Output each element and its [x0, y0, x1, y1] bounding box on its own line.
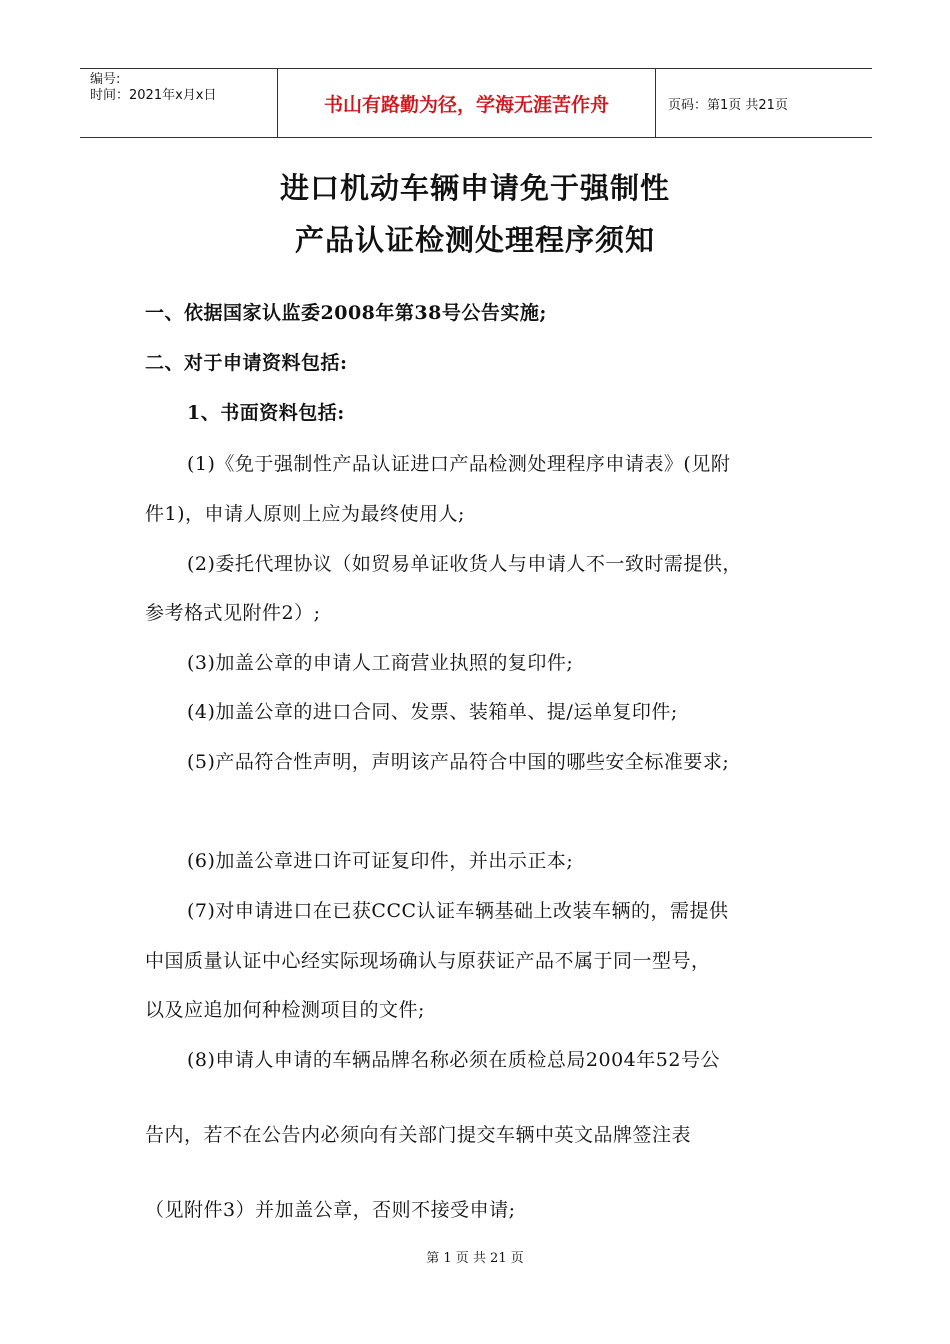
item-8-line-2: 告内，若不在公告内必须向有关部门提交车辆中英文品牌签注表	[145, 1124, 692, 1146]
page-footer: 第 1 页 共 21 页	[426, 1251, 524, 1266]
item-5: (5)产品符合性声明，声明该产品符合中国的哪些安全标准要求;	[187, 751, 730, 773]
item-2-line-1: (2)委托代理协议（如贸易单证收货人与申请人不一致时需提供，	[187, 553, 742, 575]
item-4: (4)加盖公章的进口合同、发票、装箱单、提/运单复印件;	[187, 701, 678, 723]
document-number-label: 编号:	[90, 72, 121, 87]
item-6: (6)加盖公章进口许可证复印件，并出示正本;	[187, 850, 574, 872]
document-time-label: 时间：2021年x月x日	[90, 88, 217, 103]
document-title-line2: 产品认证检测处理程序须知	[294, 223, 655, 257]
item-8-line-3: （见附件3）并加盖公章，否则不接受申请;	[145, 1199, 516, 1221]
item-3: (3)加盖公章的申请人工商营业执照的复印件;	[187, 652, 574, 674]
document-title-line1: 进口机动车辆申请免于强制性	[279, 171, 670, 205]
header-page-info: 页码：第1页 共21页	[668, 97, 788, 113]
item-7-line-3: 以及应追加何种检测项目的文件;	[145, 999, 425, 1021]
section-materials: 二、对于申请资料包括:	[145, 352, 348, 374]
item-1-line-2: 件1)，申请人原则上应为最终使用人;	[145, 503, 465, 525]
subsection-written-materials: 1、书面资料包括:	[187, 402, 345, 424]
header-motto: 书山有路勤为径，学海无涯苦作舟	[278, 69, 656, 137]
item-1-line-1: (1)《免于强制性产品认证进口产品检测处理程序申请表》(见附	[187, 453, 731, 475]
item-2-line-2: 参考格式见附件2）;	[145, 602, 321, 624]
header-meta	[80, 69, 278, 137]
page-header	[80, 68, 872, 138]
item-8-line-1: (8)申请人申请的车辆品牌名称必须在质检总局2004年52号公	[187, 1049, 720, 1071]
item-7-line-2: 中国质量认证中心经实际现场确认与原获证产品不属于同一型号，	[145, 950, 711, 972]
section-basis: 一、依据国家认监委2008年第38号公告实施;	[145, 302, 547, 324]
item-7-line-1: (7)对申请进口在已获CCC认证车辆基础上改装车辆的，需提供	[187, 900, 729, 922]
